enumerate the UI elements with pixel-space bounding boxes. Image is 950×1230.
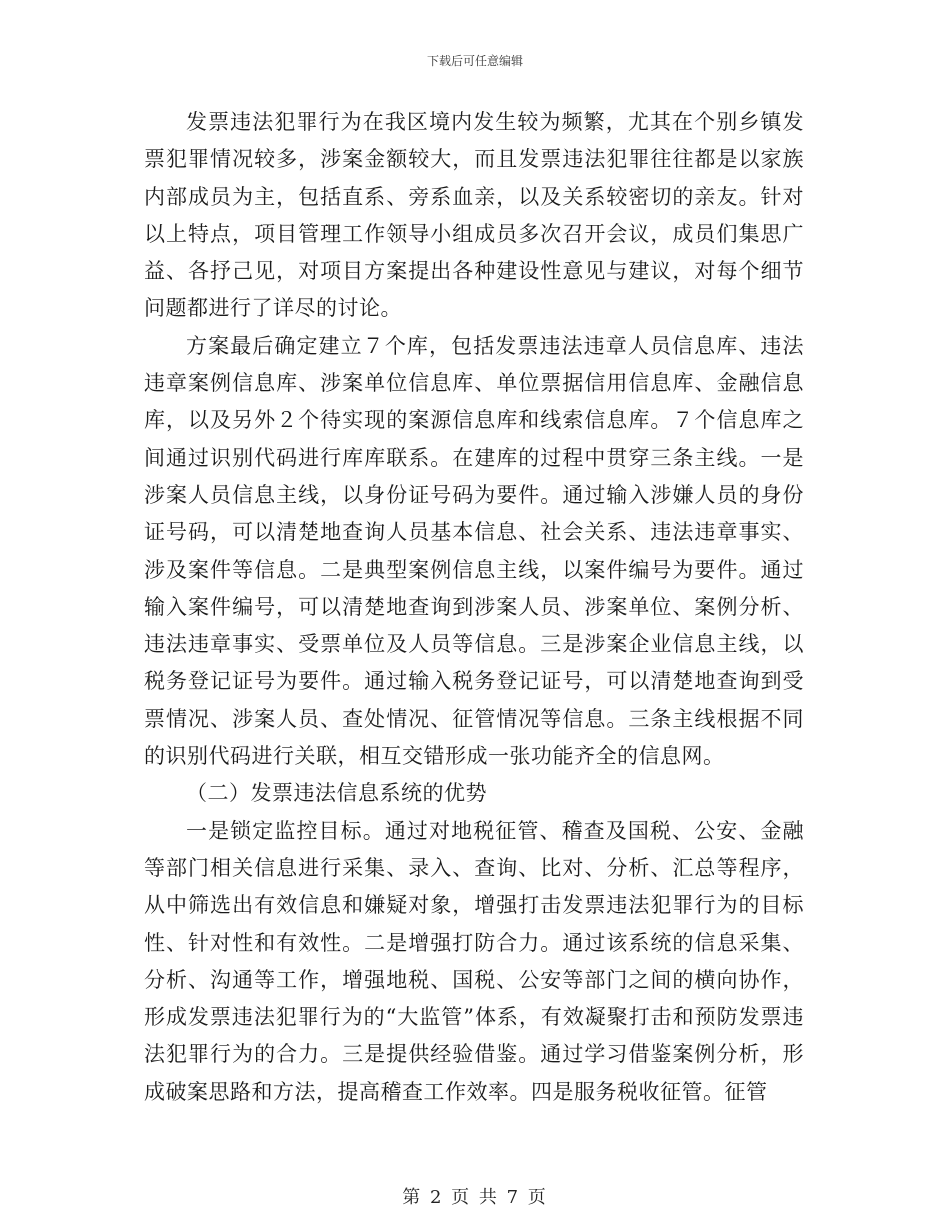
section-heading: （二）发票违法信息系统的优势 — [186, 781, 487, 806]
paragraph-invoice-crime-overview: 发票违法犯罪行为在我区境内发生较为频繁，尤其在个别乡镇发票犯罪情况较多，涉案金额较大，而且发票违法犯罪往往都是以家族内部成员为主，包括直系、旁系血亲，以及关系较密切的亲友。针对以上特点，项目管理工作领导小组成员多次召开会议，成员们集思广益、各抒己见，对项目方案提出各种建设性意见与建议，对每个细节问题都进行了详尽的讨论。 — [144, 110, 804, 321]
document-body — [144, 104, 804, 1111]
paragraph-system-advantages: 一是锁定监控目标。通过对地税征管、稽查及国税、公安、金融等部门相关信息进行采集、录入、查询、比对、分析、汇总等程序，从中筛选出有效信息和嫌疑对象，增强打击发票违法犯罪行为的目标性、针对性和有效性。二是增强打防合力。通过该系统的信息采集、分析、沟通等工作，增强地税、国税、公安等部门之间的横向协作，形成发票违法犯罪行为的“大监管”体系，有效凝聚打击和预防发票违法犯罪行为的合力。三是提供经验借鉴。通过学习借鉴案例分析，形成破案思路和方法，提高稽查工作效率。四是服务税收征管。征管 — [144, 818, 804, 1104]
page-header: 下载后可任意编辑 — [426, 54, 523, 68]
paragraph-database-plan: 方案最后确定建立７个库，包括发票违法违章人员信息库、违法违章案例信息库、涉案单位信息库、单位票据信用信息库、金融信息库，以及另外２个待实现的案源信息库和线索信息库。７个信息库之间通过识别代码进行库库联系。在建库的过程中贯穿三条主线。一是涉案人员信息主线，以身份证号码为要件。通过输入涉嫌人员的身份证号码，可以清楚地查询人员基本信息、社会关系、违法违章事实、涉及案件等信息。二是典型案例信息主线，以案件编号为要件。通过输入案件编号，可以清楚地查询到涉案人员、涉案单位、案例分析、违法违章事实、受票单位及人员等信息。三是涉案企业信息主线，以税务登记证号为要件。通过输入税务登记证号，可以清楚地查询到受票情况、涉案人员、查处情况、征管情况等信息。三条主线根据不同的识别代码进行关联，相互交错形成一张功能齐全的信息网。 — [144, 333, 804, 769]
page-number: 第 2 页 共 7 页 — [402, 1187, 548, 1208]
